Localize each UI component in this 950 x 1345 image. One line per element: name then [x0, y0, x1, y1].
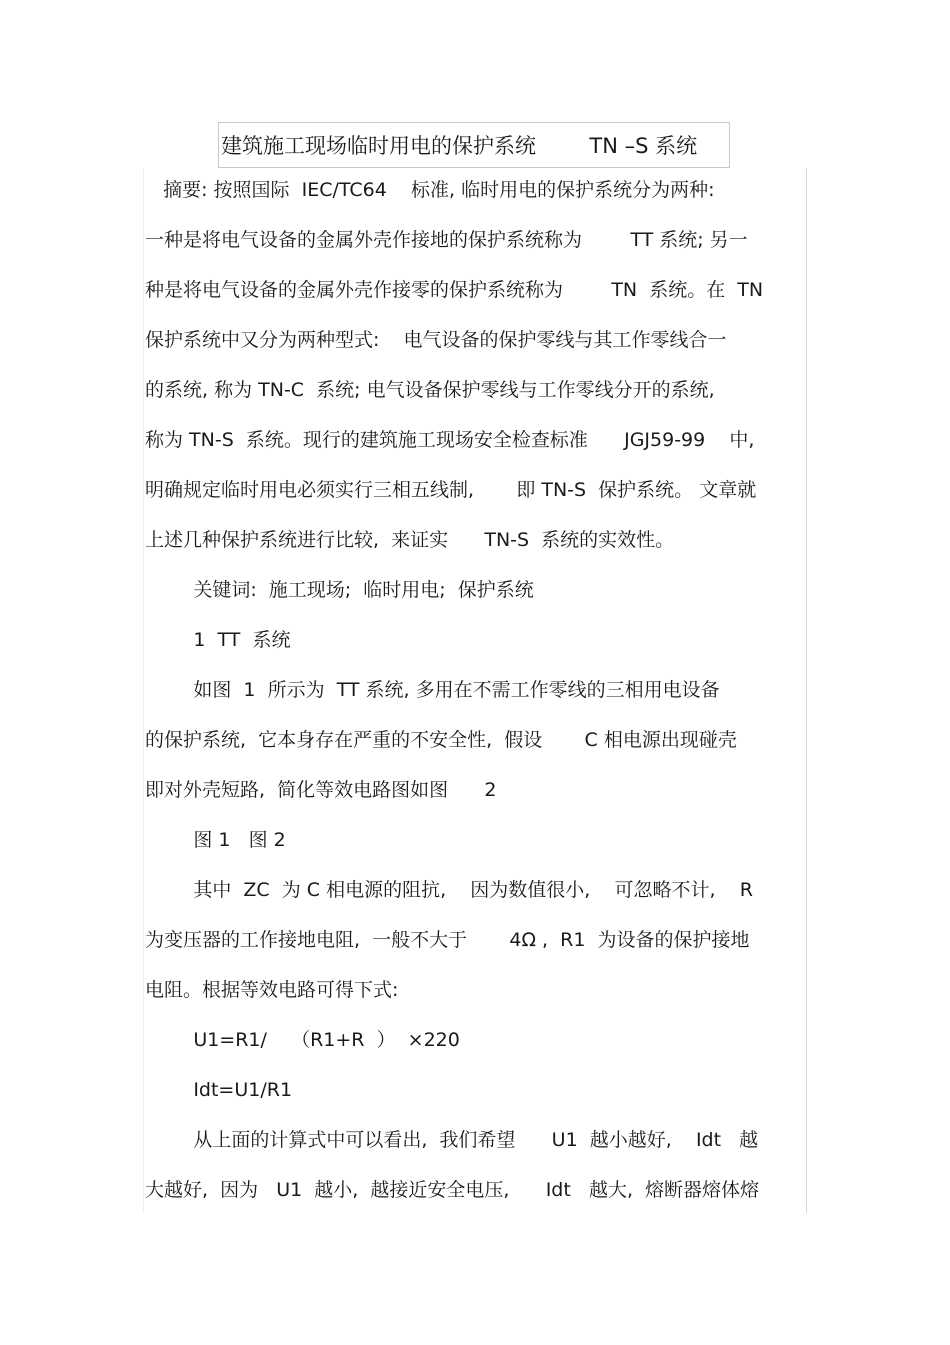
text-line: 关键词: 施工现场; 临时用电; 保护系统: [145, 579, 534, 601]
text-line: 摘要: 按照国际 IEC/TC64 标准, 临时用电的保护系统分为两种:: [145, 179, 715, 201]
text-line: 大越好, 因为 U1 越小, 越接近安全电压, Idt 越大, 熔断器熔体熔: [145, 1179, 760, 1201]
text-line: 的保护系统, 它本身存在严重的不安全性, 假设 C 相电源出现碰壳: [145, 729, 737, 751]
text-line: 即对外壳短路, 简化等效电路图如图 2: [145, 779, 497, 801]
text-line: 保护系统中又分为两种型式: 电气设备的保护零线与其工作零线合一: [145, 329, 727, 351]
text-line: 为变压器的工作接地电阻, 一般不大于 4Ω , R1 为设备的保护接地: [145, 929, 750, 951]
document-title: 建筑施工现场临时用电的保护系统 TN –S 系统: [221, 134, 698, 158]
formula-line: Idt=U1/R1: [145, 1079, 293, 1101]
text-line: 一种是将电气设备的金属外壳作接地的保护系统称为 TT 系统; 另一: [145, 229, 748, 251]
text-line: 种是将电气设备的金属外壳作接零的保护系统称为 TN 系统。在 TN: [145, 279, 764, 301]
text-line: 如图 1 所示为 TT 系统, 多用在不需工作零线的三相用电设备: [145, 679, 720, 701]
figure-caption: 图 1 图 2: [145, 829, 286, 851]
text-line: 其中 ZC 为 C 相电源的阻抗, 因为数值很小, 可忽略不计, R: [145, 879, 753, 901]
text-line: 电阻。根据等效电路可得下式:: [145, 979, 399, 1001]
section-heading: 1 TT 系统: [145, 629, 291, 651]
text-line: 上述几种保护系统进行比较, 来证实 TN-S 系统的实效性。: [145, 529, 675, 551]
formula-line: U1=R1/ （R1+R ） ×220: [145, 1029, 460, 1051]
text-line: 明确规定临时用电必须实行三相五线制, 即 TN-S 保护系统。 文章就: [145, 479, 757, 501]
text-line: 的系统, 称为 TN-C 系统; 电气设备保护零线与工作零线分开的系统,: [145, 379, 715, 401]
text-line: 称为 TN-S 系统。现行的建筑施工现场安全检查标准 JGJ59-99 中,: [145, 429, 755, 451]
text-line: 从上面的计算式中可以看出, 我们希望 U1 越小越好, Idt 越: [145, 1129, 759, 1151]
